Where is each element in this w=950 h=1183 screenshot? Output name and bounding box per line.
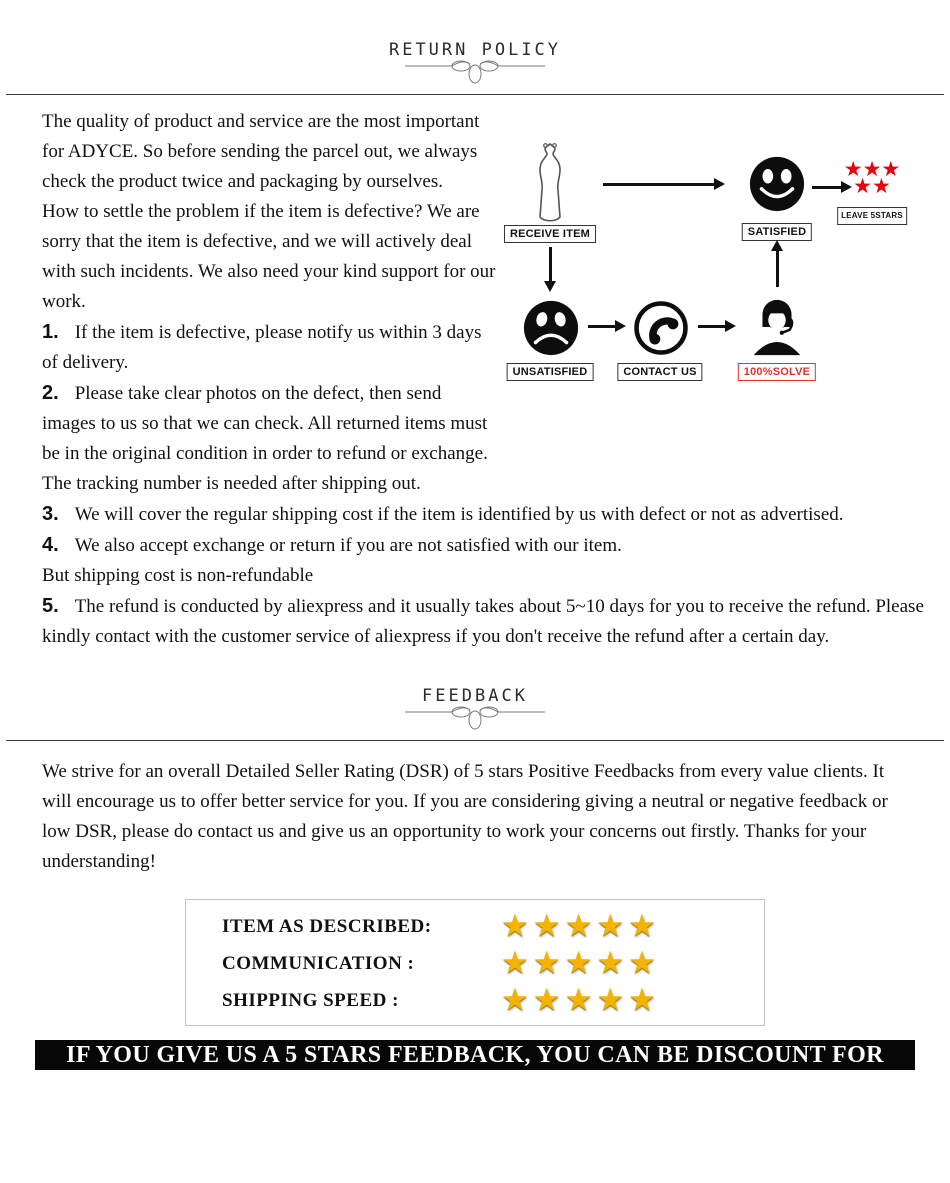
unsatisfied-label: UNSATISFIED bbox=[507, 363, 594, 381]
rating-row-item-as-described bbox=[186, 908, 764, 945]
how-to-paragraph: How to settle the problem if the item is defective? We are sorry that the item is defective, and we will actively deal with such incidents. We also need your kind support for our work. bbox=[42, 201, 496, 312]
satisfied-smiley-icon bbox=[748, 155, 806, 213]
item-5-text: The refund is conducted by aliexpress and it usually takes about 5~10 days for you to receive the refund. Please kindly contact with the customer service of aliexpress if you don't receive the refund after a certain day. bbox=[42, 596, 924, 647]
receive-item-label: RECEIVE ITEM bbox=[504, 225, 596, 243]
item-5-number: 5. bbox=[42, 595, 59, 617]
rating-label: SHIPPING SPEED : bbox=[222, 989, 399, 1011]
policy-item-4 bbox=[42, 530, 928, 591]
unsatisfied-sad-icon bbox=[522, 299, 580, 357]
item-3-number: 3. bbox=[42, 503, 59, 525]
policy-item-5 bbox=[42, 591, 928, 652]
leave-5stars-label: LEAVE 5STARS bbox=[837, 207, 907, 225]
satisfied-label: SATISFIED bbox=[742, 223, 812, 241]
red-stars-row2: ★★ bbox=[853, 174, 891, 198]
intro-paragraph: The quality of product and service are the most important for ADYCE. So before sending the parcel out, we always check the product twice and packaging by ourselves. bbox=[42, 111, 480, 192]
item-4-text2: But shipping cost is non-refundable bbox=[42, 565, 314, 586]
rating-label: COMMUNICATION : bbox=[222, 952, 415, 974]
solve-label: 100%SOLVE bbox=[738, 363, 816, 381]
customer-service-icon bbox=[746, 295, 808, 357]
item-2-text: Please take clear photos on the defect, then send images to us so that we can check. All returned items must be in the original condition in order to refund or exchange. The tracking number is needed after shipping out. bbox=[42, 383, 488, 494]
discount-banner: IF YOU GIVE US A 5 STARS FEEDBACK, YOU CAN BE DISCOUNT FOR YOUR NEXT ORDER bbox=[35, 1040, 915, 1070]
red-stars-row1: ★★★ bbox=[843, 157, 901, 181]
rating-label: ITEM AS DESCRIBED: bbox=[222, 915, 432, 937]
flourish-ornament bbox=[405, 58, 545, 84]
arrow-solve-to-satisfied bbox=[776, 249, 779, 287]
arrow-unsatisfied-to-contact bbox=[588, 325, 616, 328]
feedback-header bbox=[0, 652, 950, 730]
item-2-number: 2. bbox=[42, 382, 59, 404]
dress-icon bbox=[530, 139, 570, 227]
contact-us-label: CONTACT US bbox=[617, 363, 702, 381]
rating-row-shipping-speed bbox=[186, 982, 764, 1019]
gold-stars-icon: ★★★★★ bbox=[501, 945, 660, 981]
arrow-receive-to-unsatisfied bbox=[549, 247, 552, 283]
arrow-contact-to-solve bbox=[698, 325, 726, 328]
gold-stars-icon: ★★★★★ bbox=[501, 982, 660, 1018]
gold-stars-icon: ★★★★★ bbox=[501, 908, 660, 944]
policy-item-3 bbox=[42, 499, 928, 530]
item-3-text: We will cover the regular shipping cost if the item is identified by us with defect or not as advertised. bbox=[74, 504, 844, 525]
return-policy-header bbox=[0, 0, 950, 84]
return-flowchart-diagram bbox=[508, 113, 928, 471]
return-policy-title: RETURN POLICY bbox=[388, 40, 562, 60]
feedback-paragraph: We strive for an overall Detailed Seller Rating (DSR) of 5 stars Positive Feedbacks from every value clients. It will encourage us to offer better service for you. If you are considering giving a neutral or negative feedback or low DSR, please do contact us and give us an opportunity to work your concerns out firstly. Thanks for your understanding! bbox=[42, 761, 888, 872]
return-policy-content bbox=[0, 95, 950, 652]
item-1-number: 1. bbox=[42, 321, 59, 343]
flourish-ornament-2 bbox=[405, 704, 545, 730]
leave-5stars-icon bbox=[838, 157, 906, 198]
dsr-ratings-table bbox=[185, 899, 765, 1026]
rating-row-communication bbox=[186, 945, 764, 982]
contact-phone-icon bbox=[632, 299, 690, 357]
item-4-number: 4. bbox=[42, 534, 59, 556]
arrow-receive-to-satisfied bbox=[603, 183, 715, 186]
item-4-text: We also accept exchange or return if you are not satisfied with our item. bbox=[74, 535, 622, 556]
feedback-title: FEEDBACK bbox=[422, 686, 528, 706]
item-1-text: If the item is defective, please notify us within 3 days of delivery. bbox=[42, 322, 482, 373]
